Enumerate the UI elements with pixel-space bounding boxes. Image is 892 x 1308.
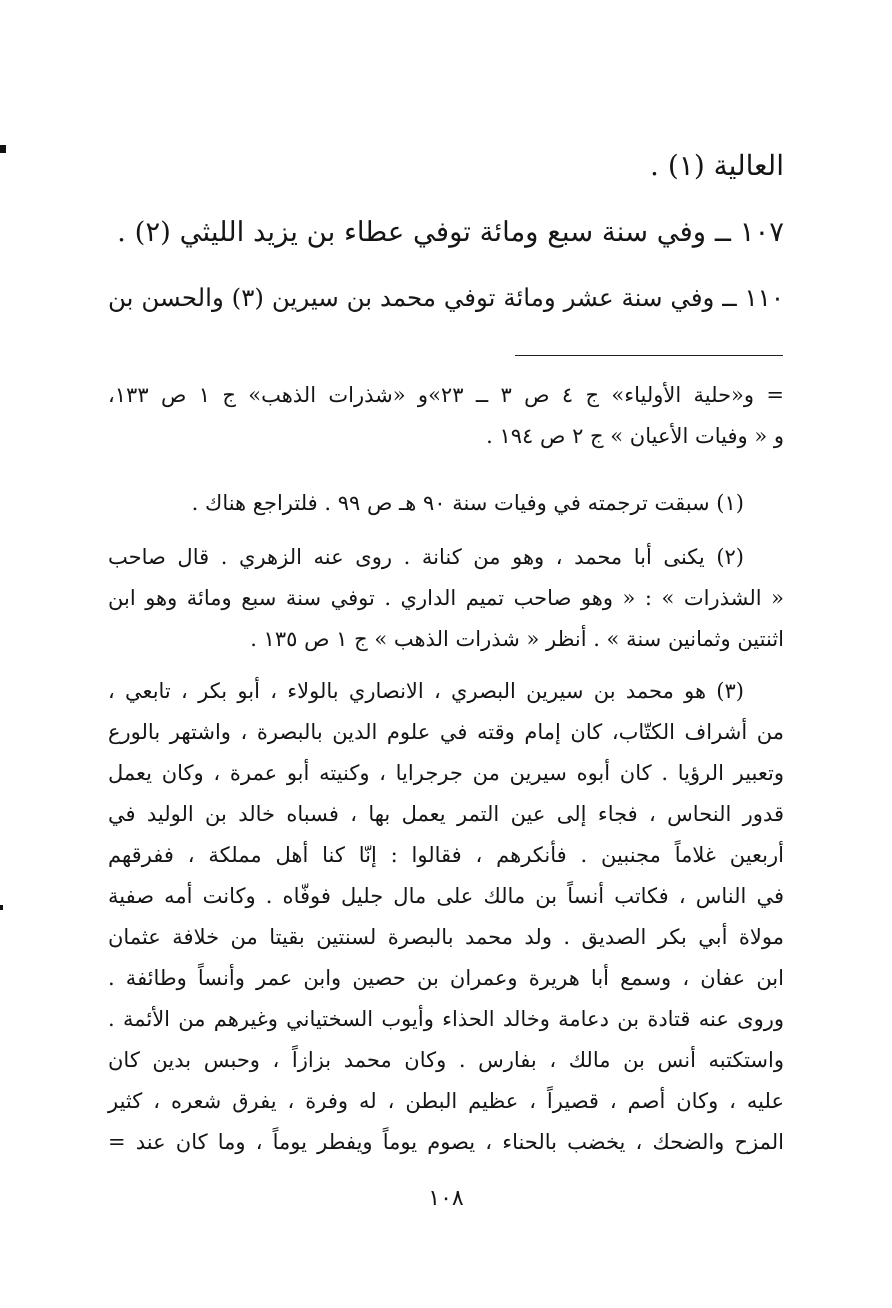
footnote-line: واستكتبه أنس بن مالك ، بفارس . وكان محمد بزازاً ، وحبس بدين كان: [108, 1048, 784, 1072]
page-number: ١٠٨: [428, 1186, 464, 1211]
footnote-line: (٣) هو محمد بن سيرين البصري ، الانصاري بالولاء ، أبو بكر ، تابعي ،: [108, 679, 744, 703]
footnote-line: المزح والضحك ، يخضب بالحناء ، يصوم يوماً ويفطر يوماً ، وما كان عند =: [108, 1130, 784, 1154]
footnote-continuation: [108, 375, 784, 457]
main-text-line: العالية (١) .: [650, 149, 784, 182]
footnote-line: مولاة أبي بكر الصديق . ولد محمد بالبصرة لسنتين بقيتا من خلافة عثمان: [108, 925, 784, 949]
footnote-line: من أشراف الكتّاب، كان إمام وقته في علوم الدين بالبصرة ، واشتهر بالورع: [108, 720, 784, 744]
footnote-line: = و«حلية الأولياء» ج ٤ ص ٣ ــ ٢٣»و «شذرات الذهب» ج ١ ص ١٣٣،: [108, 383, 784, 407]
main-text-line: ١١٠ ــ وفي سنة عشر ومائة توفي محمد بن سيرين (٣) والحسن بن: [108, 283, 784, 312]
footnote-separator: [515, 355, 783, 356]
footnote-line: و « وفيات الأعيان » ج ٢ ص ١٩٤ .: [486, 424, 784, 448]
footnote-line: (٢) يكنى أبا محمد ، وهو من كنانة . روى عنه الزهري . قال صاحب: [108, 545, 744, 569]
footnote-3: [108, 671, 784, 1163]
footnote-line: (١) سبقت ترجمته في وفيات سنة ٩٠ هـ ص ٩٩ . فلتراجع هناك .: [191, 491, 744, 515]
footnote-line: وروى عنه قتادة بن دعامة وخالد الحذاء وأيوب السختياني وغيرهم من الأئمة .: [108, 1007, 784, 1031]
footnote-line: « الشذرات » : « وهو صاحب تميم الداري . توفي سنة سبع ومائة وهو ابن: [108, 586, 784, 610]
scan-edge-mark: [0, 905, 3, 910]
footnote-line: ابن عفان ، وسمع أبا هريرة وعمران بن حصين وابن عمر وأنساً وطائفة .: [108, 966, 784, 990]
footnote-line: قدور النحاس ، فجاء إلى عين التمر يعمل بها ، فسباه خالد بن الوليد في: [108, 802, 784, 826]
footnote-2: [108, 537, 784, 660]
footnote-line: وتعبير الرؤيا . كان أبوه سيرين من جرجرايا ، وكنيته أبو عمرة ، وكان يعمل: [108, 761, 784, 785]
main-text: [108, 133, 784, 331]
footnote-1: [108, 483, 784, 524]
footnote-line: عليه ، وكان أصم ، قصيراً ، عظيم البطن ، له وفرة ، يفرق شعره ، كثير: [108, 1089, 784, 1113]
scan-edge-mark: [0, 145, 6, 153]
footnote-line: أربعين غلاماً مجنبين . فأنكرهم ، فقالوا : إنّا كنا أهل مملكة ، ففرقهم: [108, 843, 784, 867]
footnote-line: اثنتين وثمانين سنة » . أنظر « شذرات الذهب » ج ١ ص ١٣٥ .: [250, 627, 784, 651]
footnote-line: في الناس ، فكاتب أنساً بن مالك على مال جليل فوفّاه . وكانت أمه صفية: [108, 884, 784, 908]
main-text-line: ١٠٧ ــ وفي سنة سبع ومائة توفي عطاء بن يزيد الليثي (٢) .: [117, 216, 784, 248]
